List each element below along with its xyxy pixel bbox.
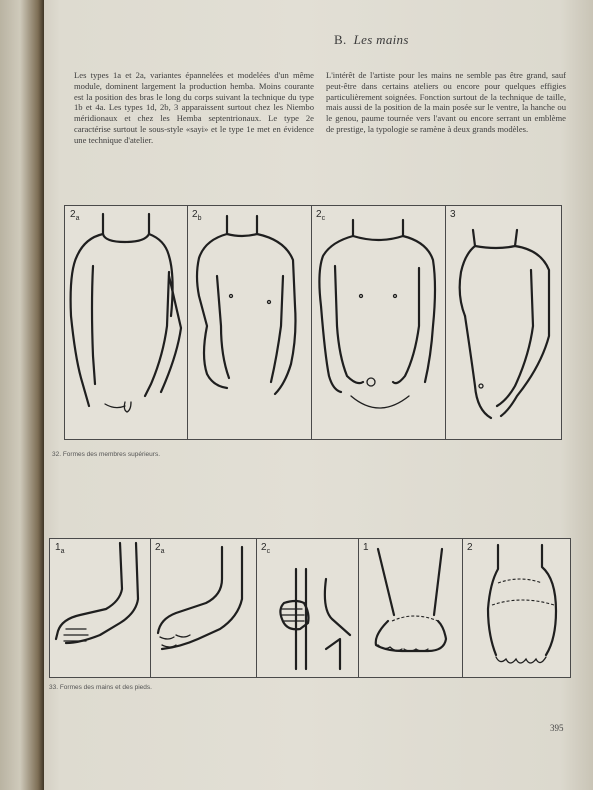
figure-32-panel-2c (311, 206, 446, 439)
foot-drawing-1 (358, 539, 462, 677)
panel-label: 3 (450, 209, 456, 220)
panel-label: $1_a$ (55, 542, 65, 555)
arm-drawing-2a (65, 206, 187, 439)
figure-32-caption: 32. Formes des membres supérieurs. (52, 451, 161, 458)
panel-label: $2_c$ (316, 209, 326, 222)
left-page-edge (0, 0, 44, 790)
panel-label: $2_a$ (70, 209, 80, 222)
panel-label: $2_a$ (155, 542, 165, 555)
figure-33-panel-2 (462, 539, 570, 677)
figure-33-panel-1 (358, 539, 463, 677)
figure-33-hands-feet (49, 538, 571, 678)
page-395 (44, 0, 593, 790)
figure-33-panel-2c (256, 539, 359, 677)
arm-drawing-2b (187, 206, 311, 439)
panel-label: $2_c$ (261, 542, 271, 555)
figure-33-panel-2a (150, 539, 257, 677)
figure-33-caption: 33. Formes des mains et des pieds. (49, 684, 152, 691)
foot-drawing-2 (462, 539, 570, 677)
section-title: Les mains (353, 32, 409, 47)
hand-drawing-2c (256, 539, 358, 677)
arm-drawing-2c (311, 206, 445, 439)
paragraph-right: L'intérêt de l'artiste pour les mains ne semble pas être grand, sauf peut-être dans certains ateliers ou encore pour quelques effigies particulièrement soignées. Fonction surtout de la technique de taille, mais aussi de la position de la main posée sur le ventre, la hanche ou le genou, paume tournée vers l'avant ou encore serrant un emblème de prestige, la typologie se ramène à deux grands modèles. (326, 70, 566, 134)
panel-label: 2 (467, 542, 473, 553)
hand-drawing-1a (50, 539, 150, 677)
hand-drawing-2a (150, 539, 256, 677)
figure-33-panel-1a (50, 539, 151, 677)
figure-32-panel-3 (445, 206, 561, 439)
section-letter: B. (334, 32, 347, 47)
paragraph-left: Les types 1a et 2a, variantes épannelées et modelées d'un même module, dominent largement la production hemba. Moins courante est la position des bras le long du corps suivant la technique du type 1b et 4a. Les types 1d, 2b, 3 apparaissent surtout chez les Niembo méridionaux et chez les Hemba septentrionaux. Le type 2e caractérise surtout le sous-style «sayi» et le type 1e met en évidence une technique d'atelier. (74, 70, 314, 145)
figure-32-panel-2b (187, 206, 312, 439)
section-heading (334, 32, 409, 48)
page-number: 395 (550, 723, 564, 733)
figure-32-arms (64, 205, 562, 440)
figure-32-panel-2a (65, 206, 188, 439)
panel-label: 1 (363, 542, 369, 553)
panel-label: $2_b$ (192, 209, 202, 222)
arm-drawing-3 (445, 206, 561, 439)
